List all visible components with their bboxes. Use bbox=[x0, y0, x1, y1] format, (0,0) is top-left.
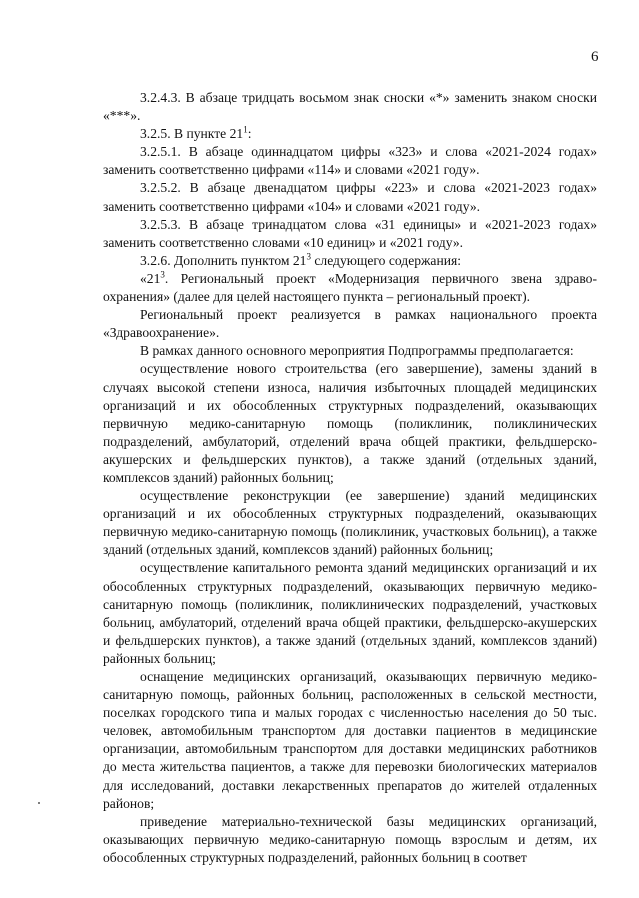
superscript: 3 bbox=[160, 269, 165, 280]
superscript: 3 bbox=[306, 251, 311, 262]
paragraph-new-construction: осуществление нового строительства (его завершение), замены зданий в случаях высокой степени износа, наличия избыточных площадей медицинских организаций и их обособленных структурных подразделений, оказывающих первичную медико-санитарную помощь (поликлиник, поликлинических подразделений, амбулаторий, отделений врача общей практики, фельдшерско-акушерских и фельдшерских пунктов), а также зданий (отдельных зданий, комплексов зданий) районных больниц; bbox=[103, 361, 597, 485]
paragraph-national-project: Региональный проект реализуется в рамках национального проекта «Здравоохранение». bbox=[103, 307, 597, 341]
paragraph-3-2-5-1: 3.2.5.1. В абзаце одиннадцатом цифры «323» и слова «2021-2024 годах» заменить соответственно цифрами «114» и словами «2021 году». bbox=[103, 144, 597, 178]
paragraph-text: . Региональный проект «Модернизация первичного звена здравоохранения» (далее для целей настоящего пункта – региональный проект). bbox=[103, 270, 597, 305]
paragraph-transport-equipment: оснащение медицинских организаций, оказывающих первичную медико-санитарную помощь, районных больниц, расположенных в сельской местности, поселках городского типа и малых городах с численностью населения до 50 тыс. человек, автомобильным транспортом для доставки пациентов в медицинские организации, автомобильным транспортом для доставки медицинских работников до места жительства пациентов, а также для перевозки биологических материалов для исследований, доставки лекарственных препаратов до жителей отдаленных районов; bbox=[103, 669, 597, 811]
paragraph-regional-project bbox=[103, 270, 597, 306]
paragraph-capital-repair: осуществление капитального ремонта зданий медицинских организаций и их обособленных структурных подразделений, оказывающих первичную медико-санитарную помощь (поликлиник, поликлинических подразделений, участковых больниц, амбулаторий, отделений врача общей практики, фельдшерско-акушерских и фельдшерских пунктов), а также зданий (отдельных зданий, комплексов зданий) районных больниц; bbox=[103, 560, 597, 666]
paragraph-text: 3.2.6. Дополнить пунктом 21 bbox=[140, 252, 307, 268]
page-number: 6 bbox=[591, 49, 599, 65]
paragraph-measures-intro: В рамках данного основного мероприятия Подпрограммы предполагается: bbox=[140, 343, 574, 359]
paragraph-3-2-5-3: 3.2.5.3. В абзаце тринадцатом слова «31 единицы» и «2021-2023 годах» заменить соответственно словами «10 единиц» и «2021 году». bbox=[103, 216, 597, 250]
paragraph-reconstruction: осуществление реконструкции (ее завершение) зданий медицинских организаций и их обособленных структурных подразделений, оказывающих первичную медико-санитарную помощь (поликлиник, участковых больниц), а также зданий (отдельных зданий, комплексов зданий) районных больниц; bbox=[103, 488, 597, 558]
paragraph-material-base: приведение материально-технической базы медицинских организаций, оказывающих первичную медико-санитарную помощь взрослым и детям, их обособленных структурных подразделений, районных больниц в соответ bbox=[103, 813, 597, 865]
paragraph-3-2-5-2: 3.2.5.2. В абзаце двенадцатом цифры «223» и слова «2021-2023 годах» заменить соответственно цифрами «104» и словами «2021 году». bbox=[103, 180, 597, 214]
document-body bbox=[103, 89, 597, 867]
paragraph-3-2-5 bbox=[103, 125, 597, 143]
paragraph-3-2-6 bbox=[103, 252, 597, 270]
paragraph-text: «21 bbox=[140, 270, 161, 286]
paragraph-text: 3.2.5. В пункте 21 bbox=[140, 126, 244, 142]
paragraph-3-2-4-3: 3.2.4.3. В абзаце тридцать восьмом знак сноски «*» заменить знаком сноски «***». bbox=[103, 90, 597, 124]
paragraph-text: : bbox=[247, 126, 252, 142]
superscript: 1 bbox=[243, 124, 248, 135]
scan-speck bbox=[38, 802, 40, 804]
paragraph-text: следующего содержания: bbox=[310, 252, 462, 268]
